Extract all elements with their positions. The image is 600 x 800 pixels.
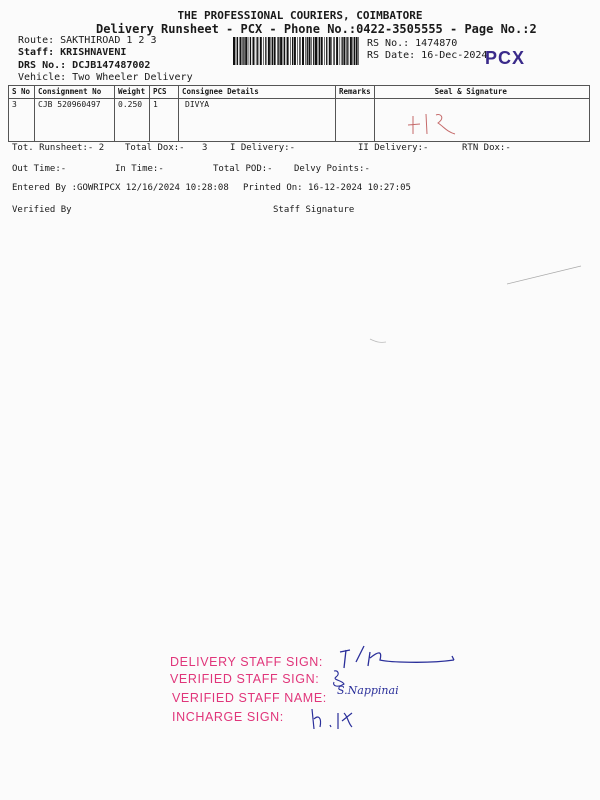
barcode-bar: [297, 37, 298, 65]
rtn-dox: RTN Dox:-: [462, 143, 511, 153]
rs-date: RS Date: 16-Dec-2024: [367, 50, 488, 61]
barcode-bar: [321, 37, 323, 65]
col-header-remarks: Remarks: [336, 86, 375, 99]
barcode-bar: [260, 37, 262, 65]
stamp-incharge-sign: INCHARGE SIGN:: [172, 710, 284, 724]
drs-number: DRS No.: DCJB147487002: [18, 60, 151, 71]
barcode-bar: [358, 37, 359, 65]
delvy-points: Delvy Points:-: [294, 164, 370, 174]
cell-weight: 0.250: [115, 99, 150, 142]
barcode-bar: [257, 37, 258, 65]
barcode-bar: [309, 37, 311, 65]
cell-sno: 3: [9, 99, 35, 142]
barcode-bar: [336, 37, 338, 65]
barcode-bar: [307, 37, 308, 65]
barcode-bar: [354, 37, 355, 65]
barcode-bar: [329, 37, 331, 65]
barcode-bar: [278, 37, 279, 65]
barcode-bar: [302, 37, 304, 65]
cell-consignment: CJB 520960497: [35, 99, 115, 142]
barcode-bar: [342, 37, 343, 65]
barcode-bar: [313, 37, 314, 65]
barcode-bar: [240, 37, 242, 65]
printed-on: Printed On: 16-12-2024 10:27:05: [243, 183, 411, 193]
barcode-bar: [284, 37, 285, 65]
barcode-bar: [243, 37, 244, 65]
cell-remarks: [336, 99, 375, 142]
delivery-staff-signature: [336, 642, 461, 672]
barcode-bar: [318, 37, 319, 65]
total-dox-label: Total Dox:-: [125, 143, 185, 153]
barcode-bar: [346, 37, 347, 65]
cell-pcs: 1: [150, 99, 179, 142]
in-time: In Time:-: [115, 164, 164, 174]
route-label: Route: SAKTHIROAD 1 2 3: [18, 35, 157, 46]
barcode-bar: [343, 37, 345, 65]
verified-by: Verified By: [12, 205, 72, 215]
ii-delivery: II Delivery:-: [358, 143, 429, 153]
barcode-bar: [294, 37, 296, 65]
barcode-bar: [283, 37, 284, 65]
barcode-bar: [324, 37, 325, 65]
barcode-bar: [253, 37, 255, 65]
staff-signature-label: Staff Signature: [273, 205, 355, 215]
barcode-bar: [340, 37, 341, 65]
barcode-bar: [248, 37, 249, 65]
barcode-bar: [265, 37, 266, 65]
col-header-consignment: Consignment No: [35, 86, 115, 99]
barcode-bar: [256, 37, 257, 65]
table-row: [9, 99, 590, 142]
stamp-verified-staff-sign: VERIFIED STAFF SIGN:: [170, 672, 320, 686]
total-dox-value: 3: [202, 143, 208, 153]
company-title: THE PROFESSIONAL COURIERS, COIMBATORE: [177, 9, 423, 22]
barcode-bar: [242, 37, 243, 65]
barcode-bar: [305, 37, 306, 65]
barcode-bar: [319, 37, 320, 65]
barcode-bar: [271, 37, 272, 65]
barcode-bar: [236, 37, 237, 65]
barcode-bar: [263, 37, 264, 65]
incharge-signature: [308, 703, 360, 731]
barcode-bar: [333, 37, 334, 65]
barcode-bar: [237, 37, 238, 65]
barcode-bar: [292, 37, 293, 65]
barcode-bar: [268, 37, 270, 65]
barcode-bar: [280, 37, 282, 65]
barcode-image: [233, 37, 361, 65]
barcode-bar: [356, 37, 358, 65]
runsheet-table: [8, 85, 590, 142]
i-delivery: I Delivery:-: [230, 143, 296, 153]
barcode-bar: [250, 37, 251, 65]
vehicle-label: Vehicle: Two Wheeler Delivery: [18, 72, 193, 83]
barcode-bar: [287, 37, 289, 65]
barcode-bar: [326, 37, 327, 65]
barcode-bar: [353, 37, 354, 65]
rs-number: RS No.: 1474870: [367, 38, 458, 49]
pcx-logo: PCX: [485, 48, 526, 68]
out-time: Out Time:-: [12, 164, 67, 174]
barcode-bar: [233, 37, 235, 65]
barcode-bar: [290, 37, 291, 65]
entered-by: Entered By :GOWRIPCX 12/16/2024 10:28:08: [12, 183, 229, 193]
col-header-sno: S No: [9, 86, 35, 99]
stamp-delivery-staff-sign: DELIVERY STAFF SIGN:: [170, 655, 324, 669]
col-header-pcs: PCS: [150, 86, 179, 99]
barcode-bar: [315, 37, 317, 65]
col-header-consignee: Consignee Details: [179, 86, 336, 99]
cell-consignee: DIVYA: [179, 99, 336, 142]
table-header-row: [9, 86, 590, 99]
barcode-bar: [350, 37, 352, 65]
barcode-bar: [272, 37, 273, 65]
total-pod: Total POD:-: [213, 164, 273, 174]
seal-handwritten-mark: [405, 108, 475, 140]
barcode-bar: [299, 37, 300, 65]
scan-mark: [505, 262, 585, 286]
barcode-bar: [277, 37, 278, 65]
barcode-bar: [245, 37, 247, 65]
scan-mark: [368, 336, 388, 346]
barcode-bar: [311, 37, 312, 65]
barcode-bar: [274, 37, 276, 65]
tot-runsheet: Tot. Runsheet:- 2: [12, 143, 105, 153]
barcode-bar: [331, 37, 332, 65]
staff-label: Staff: KRISHNAVENI: [18, 47, 127, 58]
col-header-weight: Weight: [115, 86, 150, 99]
stamp-verified-staff-name: VERIFIED STAFF NAME:: [172, 691, 327, 705]
verified-staff-name-handwritten: S.Nappinai: [337, 684, 399, 697]
runsheet-subtitle: Delivery Runsheet - PCX - Phone No.:0422-3505555 - Page No.:2: [96, 22, 537, 36]
barcode-bar: [347, 37, 348, 65]
col-header-seal: Seal & Signature: [374, 86, 589, 99]
